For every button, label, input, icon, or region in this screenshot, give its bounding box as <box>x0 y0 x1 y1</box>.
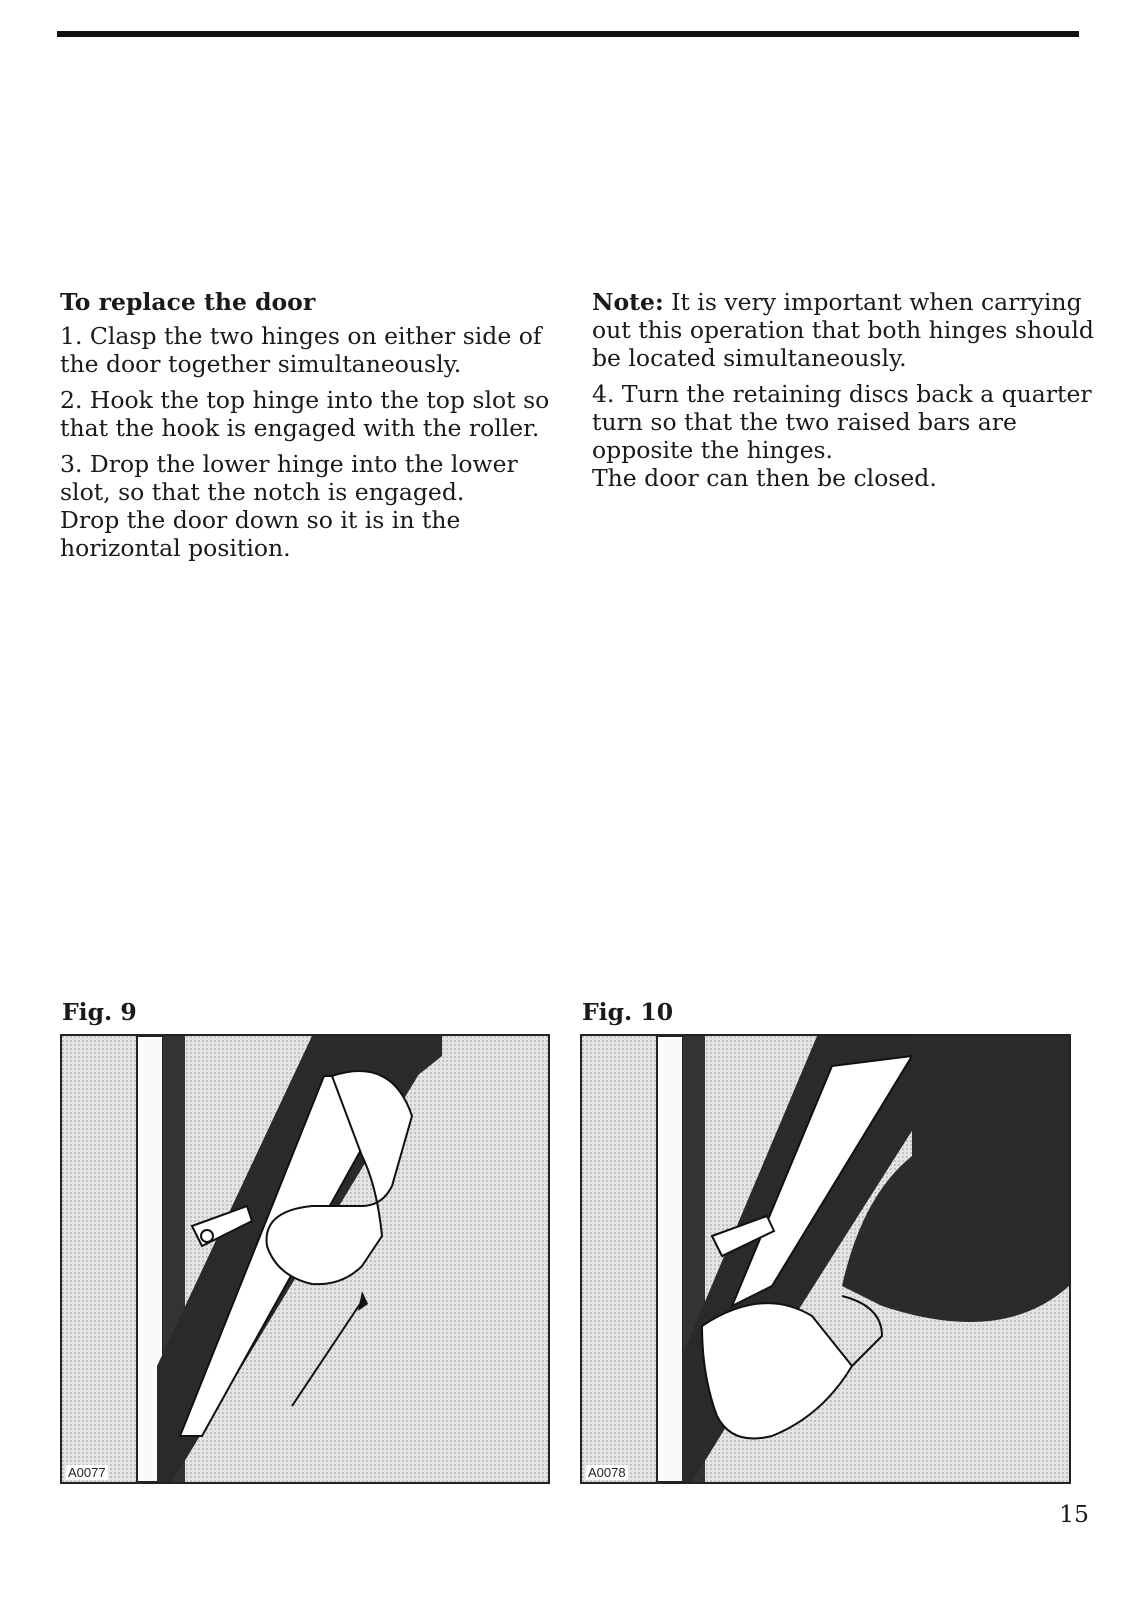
step-3-extra: Drop the door down so it is in the horizontal position. <box>60 506 461 562</box>
step-3: 3. Drop the lower hinge into the lower slot, so that the notch is engaged. <box>60 450 518 506</box>
right-column <box>592 288 1102 500</box>
fig-9-illustration <box>60 1034 550 1484</box>
fig-10-code: A0078 <box>588 1465 626 1480</box>
fig-10-drawing <box>582 1036 1069 1482</box>
top-rule <box>57 31 1079 37</box>
note-paragraph <box>592 288 1102 372</box>
closing-text: The door can then be closed. <box>592 464 937 492</box>
fig-9-code: A0077 <box>68 1465 106 1480</box>
note-label: Note: <box>592 288 664 316</box>
section-heading: To replace the door <box>60 288 316 316</box>
note-text: It is very important when carrying out this operation that both hinges should be located simultaneously. <box>592 288 1094 372</box>
step-2: 2. Hook the top hinge into the top slot so that the hook is engaged with the roller. <box>60 386 550 442</box>
fig-10-caption: Fig. 10 <box>582 998 674 1026</box>
page-number: 15 <box>1059 1500 1089 1528</box>
step-4: 4. Turn the retaining discs back a quarter turn so that the two raised bars are opposite the hinges. <box>592 380 1092 464</box>
step-1: 1. Clasp the two hinges on either side of the door together simultaneously. <box>60 322 542 378</box>
fig-9-drawing <box>62 1036 548 1482</box>
fig-9-caption: Fig. 9 <box>62 998 137 1026</box>
left-column <box>60 288 560 570</box>
fig-10-illustration <box>580 1034 1071 1484</box>
